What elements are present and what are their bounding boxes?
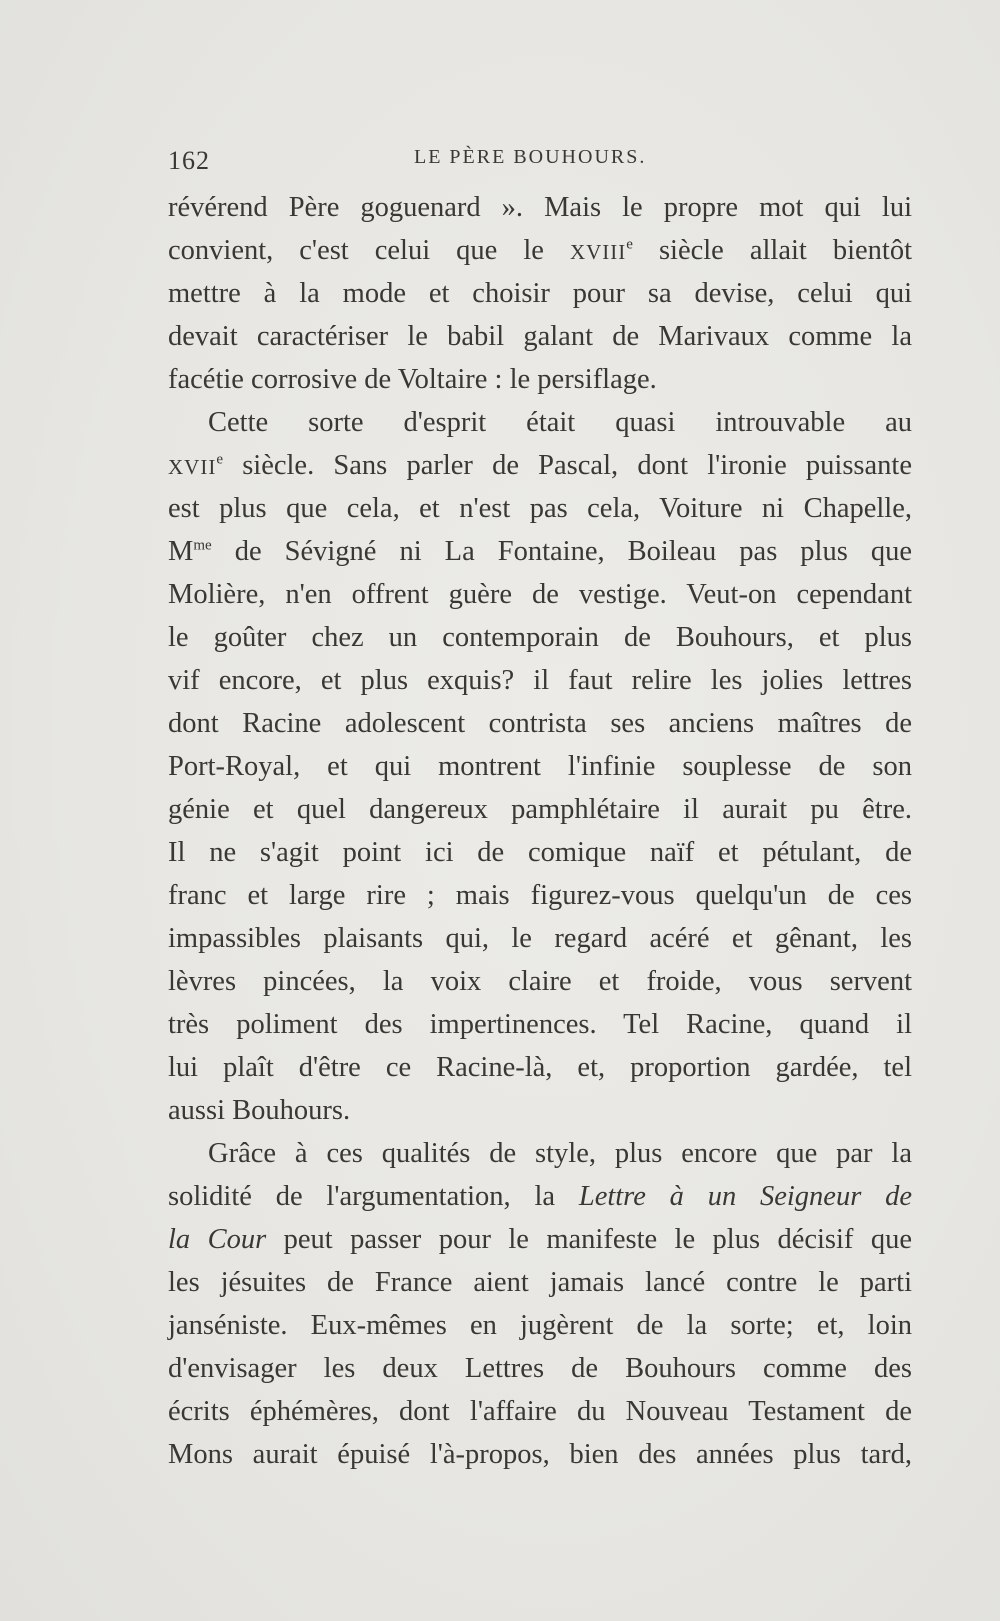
text-line: Cette sorte d'esprit était quasi introuvable au <box>208 407 912 438</box>
text-line: très poliment des impertinences. Tel Racine, quand il <box>168 1009 912 1040</box>
text-line: est plus que cela, et n'est pas cela, Voiture ni Chapelle, <box>168 493 912 524</box>
text-line: aussi Bouhours. <box>168 1095 351 1126</box>
text-line: Port-Royal, et qui montrent l'infinie souplesse de son <box>168 751 912 782</box>
text-line: lui plaît d'être ce Racine-là, et, proportion gardée, tel <box>168 1052 912 1083</box>
page-number: 162 <box>168 146 210 175</box>
text-line: révérend Père goguenard ». Mais le propre mot qui lui <box>168 192 912 223</box>
text-line: Molière, n'en offrent guère de vestige. Veut-on cependant <box>168 579 912 610</box>
text-line: écrits éphémères, dont l'affaire du Nouveau Testament de <box>168 1396 912 1427</box>
text-line: vif encore, et plus exquis? il faut relire les jolies lettres <box>168 665 912 696</box>
italic-title: la Cour <box>168 1224 267 1255</box>
text-line: devait caractériser le babil galant de Marivaux comme la <box>168 321 912 352</box>
running-head <box>168 138 668 178</box>
text-line: janséniste. Eux-mêmes en jugèrent de la sorte; et, loin <box>168 1310 912 1341</box>
text-line: dont Racine adolescent contrista ses anciens maîtres de <box>168 708 912 739</box>
italic-title: Lettre à un Seigneur de <box>578 1181 912 1212</box>
text-line: la Cour peut passer pour le manifeste le plus décisif que <box>168 1224 912 1255</box>
text-line: facétie corrosive de Voltaire : le persiflage. <box>168 364 657 395</box>
text-line: convient, c'est celui que le XVIIIe siècle allait bientôt <box>168 235 912 266</box>
text-line: Grâce à ces qualités de style, plus encore que par la <box>208 1138 912 1169</box>
text-line: franc et large rire ; mais figurez-vous quelqu'un de ces <box>168 880 912 911</box>
text-line: mettre à la mode et choisir pour sa devise, celui qui <box>168 278 912 309</box>
body-text <box>168 186 912 1476</box>
text-line: solidité de l'argumentation, la Lettre à un Seigneur de <box>168 1181 912 1212</box>
text-line: génie et quel dangereux pamphlétaire il aurait pu être. <box>168 794 912 825</box>
text-line: le goûter chez un contemporain de Bouhours, et plus <box>168 622 912 653</box>
text-line: d'envisager les deux Lettres de Bouhours comme des <box>168 1353 912 1384</box>
text-line: Mons aurait épuisé l'à-propos, bien des années plus tard, <box>168 1439 912 1470</box>
text-line: $M^{me}$ de Sévigné ni La Fontaine, Boileau pas plus que <box>168 536 912 567</box>
text-line: Il ne s'agit point ici de comique naïf et pétulant, de <box>168 837 912 868</box>
roman-numeral: XVIII <box>569 240 627 264</box>
text-line: lèvres pincées, la voix claire et froide, vous servent <box>168 966 912 997</box>
text-line: XVIIe siècle. Sans parler de Pascal, dont l'ironie puissante <box>168 450 912 481</box>
text-line: impassibles plaisants qui, le regard acéré et gênant, les <box>168 923 912 954</box>
text-line: les jésuites de France aient jamais lancé contre le parti <box>168 1267 912 1298</box>
running-title: LE PÈRE BOUHOURS. <box>414 146 647 168</box>
roman-numeral: XVII <box>168 455 217 479</box>
